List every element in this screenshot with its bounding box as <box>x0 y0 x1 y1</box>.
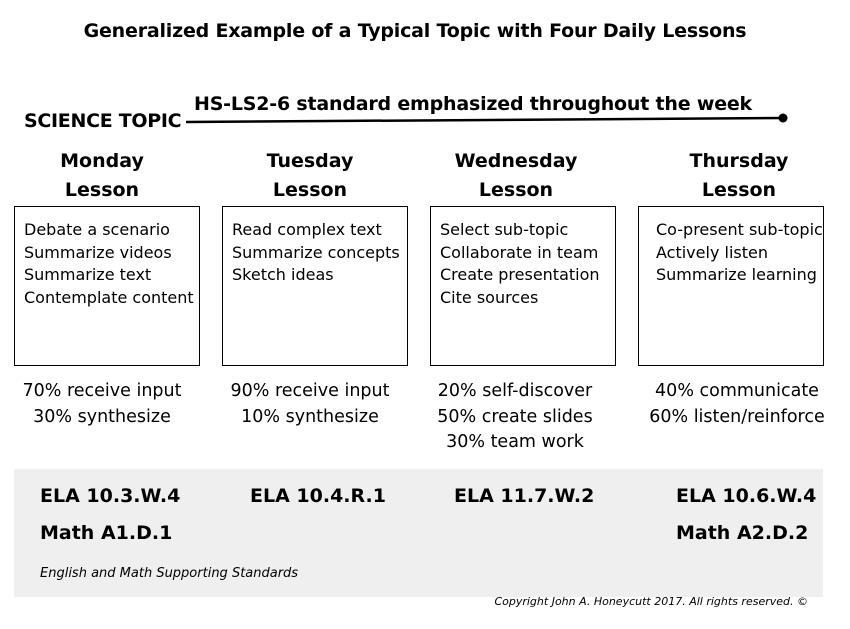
monday-stats: 70% receive input 30% synthesize <box>22 381 182 427</box>
supporting-standards-caption: English and Math Supporting Standards <box>40 566 299 581</box>
wednesday-ela-standard: ELA 11.7.W.2 <box>454 485 595 507</box>
thursday-ela-standard: ELA 10.6.W.4 <box>676 485 817 507</box>
timeline-endpoint-dot <box>779 114 788 123</box>
activity-item: Debate a scenario <box>24 220 170 239</box>
activity-item: Summarize videos <box>24 242 172 262</box>
activity-item: Co-present sub-topic <box>656 220 823 239</box>
activity-item: Sketch ideas <box>232 265 334 284</box>
tuesday-activities-box <box>222 206 408 366</box>
thursday-stats: 40% communicate 60% listen/reinforce <box>649 381 825 427</box>
monday-activities-box <box>14 206 200 366</box>
monday-math-standard: Math A1.D.1 <box>40 522 173 544</box>
tuesday-stats: 90% receive input 10% synthesize <box>230 381 390 427</box>
thursday-activities-box <box>638 206 824 366</box>
activity-item: Create presentation <box>440 265 600 284</box>
activity-item: Cite sources <box>440 287 539 307</box>
week-timeline-line <box>184 110 794 126</box>
thursday-heading: Thursday Lesson <box>689 150 789 201</box>
emphasized-standard: HS-LS2-6 standard emphasized throughout the week <box>194 93 752 115</box>
activity-item: Read complex text <box>232 220 382 239</box>
monday-heading: Monday Lesson <box>60 150 144 201</box>
activity-item: Summarize text <box>24 265 152 284</box>
monday-ela-standard: ELA 10.3.W.4 <box>40 485 181 507</box>
copyright-notice: Copyright John A. Honeycutt 2017. All rights reserved. © <box>494 595 808 608</box>
activity-item: Select sub-topic <box>440 220 569 239</box>
wednesday-heading: Wednesday Lesson <box>454 150 578 201</box>
tuesday-heading: Tuesday Lesson <box>266 150 354 201</box>
activity-item: Summarize concepts <box>232 242 400 262</box>
science-topic-label: SCIENCE TOPIC <box>24 110 182 132</box>
wednesday-activities-box <box>430 206 616 366</box>
activity-item: Contemplate content <box>24 287 194 307</box>
diagram-title: Generalized Example of a Typical Topic with Four Daily Lessons <box>83 20 747 42</box>
tuesday-ela-standard: ELA 10.4.R.1 <box>250 485 386 507</box>
activity-item: Collaborate in team <box>440 242 599 262</box>
activity-item: Actively listen <box>656 242 768 262</box>
wednesday-stats: 20% self-discover 50% create slides 30% team work <box>437 381 593 452</box>
thursday-math-standard: Math A2.D.2 <box>676 522 809 544</box>
activity-item: Summarize learning <box>656 265 817 284</box>
